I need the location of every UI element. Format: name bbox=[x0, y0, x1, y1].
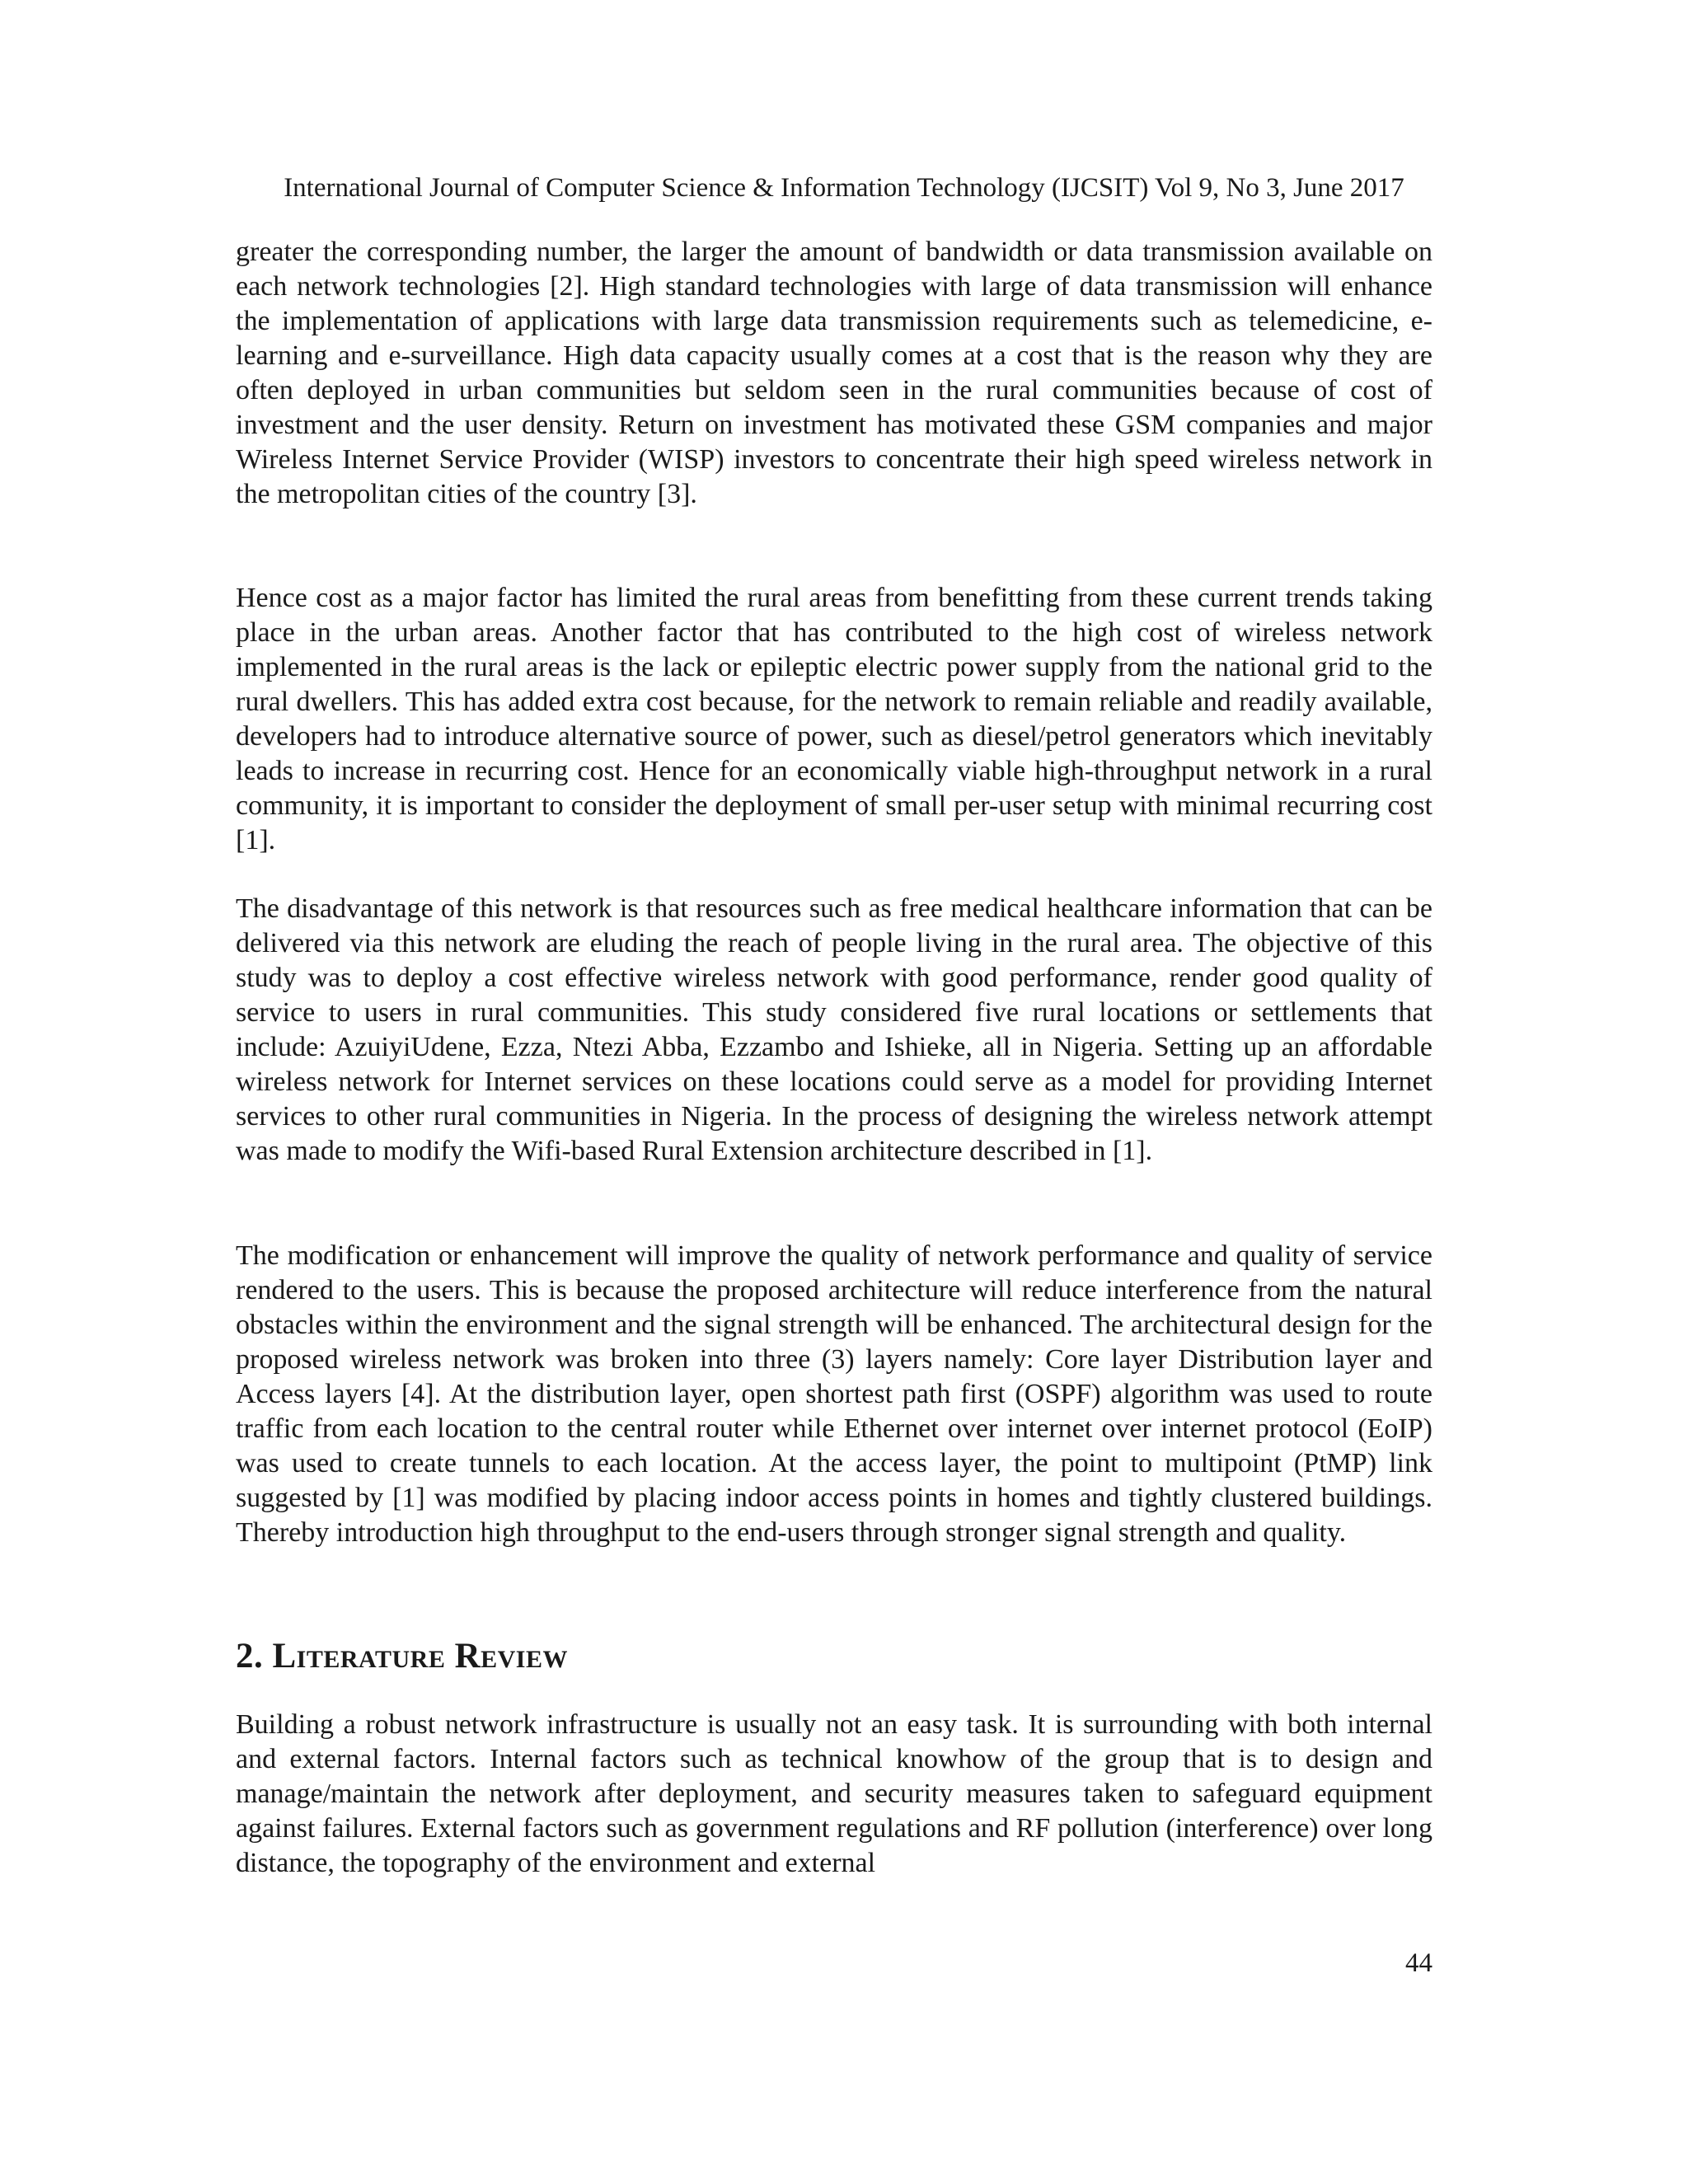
running-header: International Journal of Computer Science & Information Technology (IJCSIT) Vol 9, No 3, June 2017 bbox=[284, 173, 1404, 203]
page-number: 44 bbox=[1405, 1948, 1432, 1978]
paragraph-cost-factor: Hence cost as a major factor has limited the rural areas from benefitting from these current trends taking place in the urban areas. Another factor that has contributed to the high cost of wireless network implemented in the rural areas is the lack or epileptic electric power supply from the national grid to the rural dwellers. This has added extra cost because, for the network to remain reliable and readily available, developers had to introduce alternative source of power, such as diesel/petrol generators which inevitably leads to increase in recurring cost. Hence for an economically viable high-throughput network in a rural community, it is important to consider the deployment of small per-user setup with minimal recurring cost [1]. bbox=[236, 583, 1432, 855]
paragraph-bandwidth: greater the corresponding number, the larger the amount of bandwidth or data transmission available on each network technologies [2]. High standard technologies with large of data transmission will enhance the implementation of applications with large data transmission requirements such as telemedicine, e-learning and e-surveillance. High data capacity usually comes at a cost that is the reason why they are often deployed in urban communities but seldom seen in the rural communities because of cost of investment and the user density. Return on investment has motivated these GSM companies and major Wireless Internet Service Provider (WISP) investors to concentrate their high speed wireless network in the metropolitan cities of the country [3]. bbox=[236, 237, 1432, 509]
section-heading: 2. Literature Review bbox=[236, 1637, 568, 1675]
paragraph-literature-review: Building a robust network infrastructure is usually not an easy task. It is surrounding with both internal and external factors. Internal factors such as technical knowhow of the group that is to design and manage/maintain the network after deployment, and security measures taken to safeguard equipment against failures. External factors such as government regulations and RF pollution (interference) over long distance, the topography of the environment and external bbox=[236, 1709, 1432, 1878]
paragraph-disadvantage: The disadvantage of this network is that resources such as free medical healthcare information that can be delivered via this network are eluding the reach of people living in the rural area. The objective of this study was to deploy a cost effective wireless network with good performance, render good quality of service to users in rural communities. This study considered five rural locations or settlements that include: AzuiyiUdene, Ezza, Ntezi Abba, Ezzambo and Ishieke, all in Nigeria. Setting up an affordable wireless network for Internet services on these locations could serve as a model for providing Internet services to other rural communities in Nigeria. In the process of designing the wireless network attempt was made to modify the Wifi-based Rural Extension architecture described in [1]. bbox=[236, 893, 1432, 1166]
paragraph-modification: The modification or enhancement will improve the quality of network performance and quality of service rendered to the users. This is because the proposed architecture will reduce interference from the natural obstacles within the environment and the signal strength will be enhanced. The architectural design for the proposed wireless network was broken into three (3) layers namely: Core layer Distribution layer and Access layers [4]. At the distribution layer, open shortest path first (OSPF) algorithm was used to route traffic from each location to the central router while Ethernet over internet over internet protocol (EoIP) was used to create tunnels to each location. At the access layer, the point to multipoint (PtMP) link suggested by [1] was modified by placing indoor access points in homes and tightly clustered buildings. Thereby introduction high throughput to the end-users through stronger signal strength and quality. bbox=[236, 1240, 1432, 1548]
